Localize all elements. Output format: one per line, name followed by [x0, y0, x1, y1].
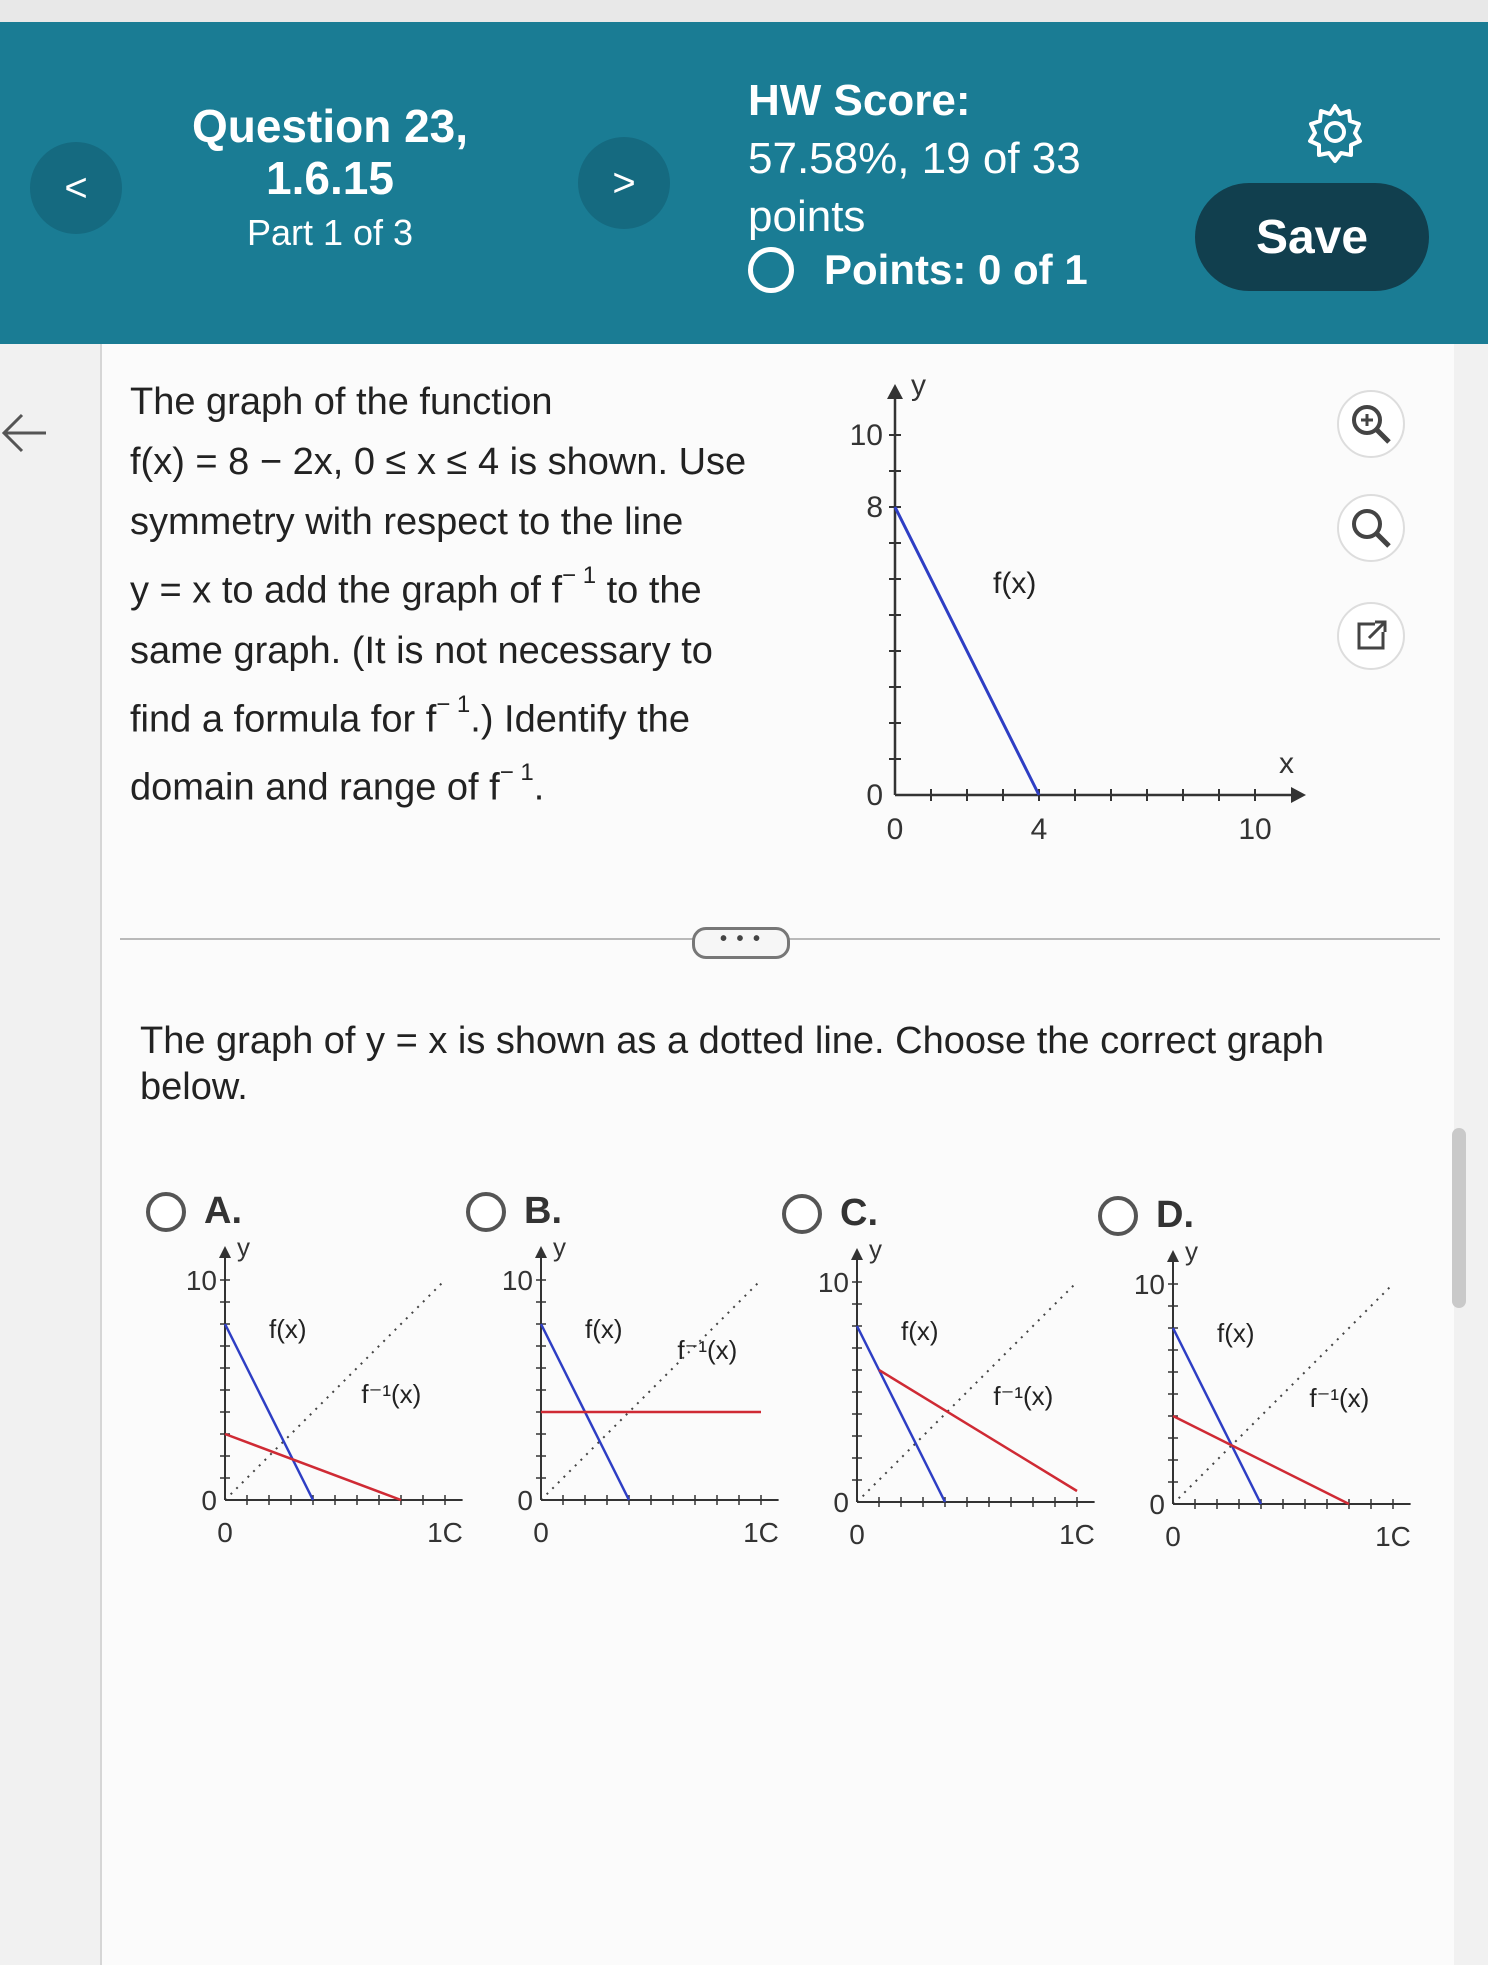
x-axis-label: x	[1279, 747, 1294, 780]
function-graph	[830, 369, 1330, 860]
problem-line: The graph of the function	[130, 381, 553, 423]
hw-score-points-word: points	[748, 192, 866, 241]
problem-text: domain and range of f	[130, 766, 500, 809]
inverse-superscript: − 1	[436, 690, 471, 718]
open-external-button[interactable]	[1337, 602, 1405, 670]
problem-line: f(x) = 8 − 2x, 0 ≤ x ≤ 4 is shown. Use	[130, 441, 747, 483]
problem-line	[130, 552, 770, 621]
f-line	[857, 1326, 945, 1502]
f-label: f(x)	[269, 1314, 307, 1344]
problem-text: find a formula for f	[130, 698, 437, 741]
x-tick-label: 10	[1238, 813, 1272, 846]
radio-a[interactable]	[146, 1192, 186, 1232]
y-axis-label: y	[1185, 1236, 1198, 1266]
gear-icon[interactable]	[1303, 100, 1367, 164]
x-tick-label: 0	[886, 813, 904, 846]
origin-label: 0	[517, 1485, 533, 1516]
external-link-icon	[1339, 604, 1403, 668]
y-tick-label: 8	[866, 491, 883, 524]
problem-text: .	[533, 766, 545, 809]
x-zero-label: 0	[533, 1517, 549, 1548]
points-label: Points: 0 of 1	[824, 246, 1088, 293]
f-label: f(x)	[585, 1314, 623, 1344]
x-max-label: 1C	[1059, 1519, 1095, 1550]
prev-question-button[interactable]	[30, 142, 122, 234]
choice-label: C.	[840, 1192, 878, 1234]
origin-label: 0	[833, 1487, 849, 1518]
points-status	[748, 246, 1088, 294]
question-title: Question 23, 1.6.15	[191, 100, 469, 204]
origin-label: 0	[201, 1485, 217, 1516]
f-line	[225, 1324, 313, 1500]
y-axis-label: y	[553, 1232, 566, 1262]
f-inverse-label: f⁻¹(x)	[677, 1335, 738, 1366]
radio-b[interactable]	[466, 1192, 506, 1232]
zoom-out-button[interactable]	[1337, 494, 1405, 562]
choice-label: A.	[204, 1190, 242, 1232]
inverse-superscript: − 1	[562, 562, 597, 589]
zoom-in-button[interactable]	[1337, 390, 1405, 458]
f-label: f(x)	[901, 1316, 939, 1346]
status-circle-icon	[748, 247, 794, 293]
y-max-label: 10	[185, 1265, 217, 1296]
problem-line	[130, 681, 770, 750]
problem-text: y = x to add the graph of f	[130, 569, 563, 612]
radio-d[interactable]	[1098, 1196, 1138, 1236]
arrow-left-icon[interactable]	[0, 408, 50, 458]
f-inverse-line	[1173, 1416, 1349, 1504]
choice-label: B.	[524, 1190, 562, 1232]
scrollbar[interactable]	[1452, 1128, 1466, 1308]
hw-score	[748, 72, 1108, 246]
problem-line: symmetry with respect to the line	[130, 501, 684, 543]
x-zero-label: 0	[849, 1519, 865, 1550]
hw-score-label: HW Score:	[748, 76, 971, 125]
f-inverse-label: f⁻¹(x)	[1309, 1383, 1370, 1414]
origin-label: 0	[1149, 1489, 1165, 1520]
y-axis-arrow	[887, 384, 903, 399]
chevron-left-icon: <	[64, 165, 88, 210]
choice-d[interactable]	[1098, 1194, 1194, 1237]
f-inverse-label: f⁻¹(x)	[361, 1379, 422, 1410]
x-max-label: 1C	[1375, 1521, 1411, 1552]
f-line	[895, 507, 1039, 795]
more-button[interactable]: • • •	[692, 927, 790, 959]
choice-c-graph[interactable]	[792, 1234, 1095, 1552]
choice-c[interactable]	[782, 1192, 878, 1235]
x-max-label: 1C	[743, 1517, 779, 1548]
instruction-text: The graph of y = x is shown as a dotted line. Choose the correct graph below.	[140, 1020, 1324, 1108]
top-strip	[0, 0, 1488, 22]
problem-text: to the	[606, 569, 702, 612]
f-label: f(x)	[993, 567, 1037, 600]
zoom-in-icon	[1339, 392, 1403, 456]
y-axis-label: y	[869, 1234, 882, 1264]
x-max-label: 1C	[427, 1517, 463, 1548]
y-max-label: 10	[817, 1267, 849, 1298]
problem-statement	[130, 372, 770, 818]
y-tick-label: 0	[866, 779, 883, 812]
choice-a-graph[interactable]	[160, 1232, 463, 1550]
y-axis-label: y	[237, 1232, 250, 1262]
radio-c[interactable]	[782, 1194, 822, 1234]
choice-b[interactable]	[466, 1190, 562, 1233]
zoom-out-icon	[1339, 496, 1403, 560]
problem-line	[130, 749, 770, 818]
f-inverse-line	[225, 1434, 401, 1500]
y-axis-label: y	[911, 369, 926, 402]
x-zero-label: 0	[1165, 1521, 1181, 1552]
x-axis-arrow	[1291, 787, 1306, 803]
y-max-label: 10	[501, 1265, 533, 1296]
f-inverse-label: f⁻¹(x)	[993, 1381, 1054, 1412]
f-label: f(x)	[1217, 1318, 1255, 1348]
f-line	[1173, 1328, 1261, 1504]
x-tick-label: 4	[1030, 813, 1048, 846]
x-zero-label: 0	[217, 1517, 233, 1548]
question-part: Part 1 of 3	[246, 212, 414, 253]
y-tick-label: 10	[849, 419, 883, 452]
problem-text: .) Identify the	[470, 698, 690, 741]
inverse-superscript: − 1	[499, 759, 534, 787]
choice-label: D.	[1156, 1194, 1194, 1236]
hw-score-value: 57.58%, 19 of 33	[748, 134, 1081, 183]
next-question-button[interactable]	[578, 137, 670, 229]
choice-a[interactable]	[146, 1190, 242, 1233]
chevron-right-icon: >	[612, 160, 636, 205]
choice-b-graph[interactable]	[476, 1232, 779, 1550]
problem-line: same graph. (It is not necessary to	[130, 629, 713, 672]
save-button[interactable]: Save	[1195, 183, 1429, 291]
y-max-label: 10	[1133, 1269, 1165, 1300]
choice-d-graph[interactable]	[1108, 1236, 1411, 1554]
